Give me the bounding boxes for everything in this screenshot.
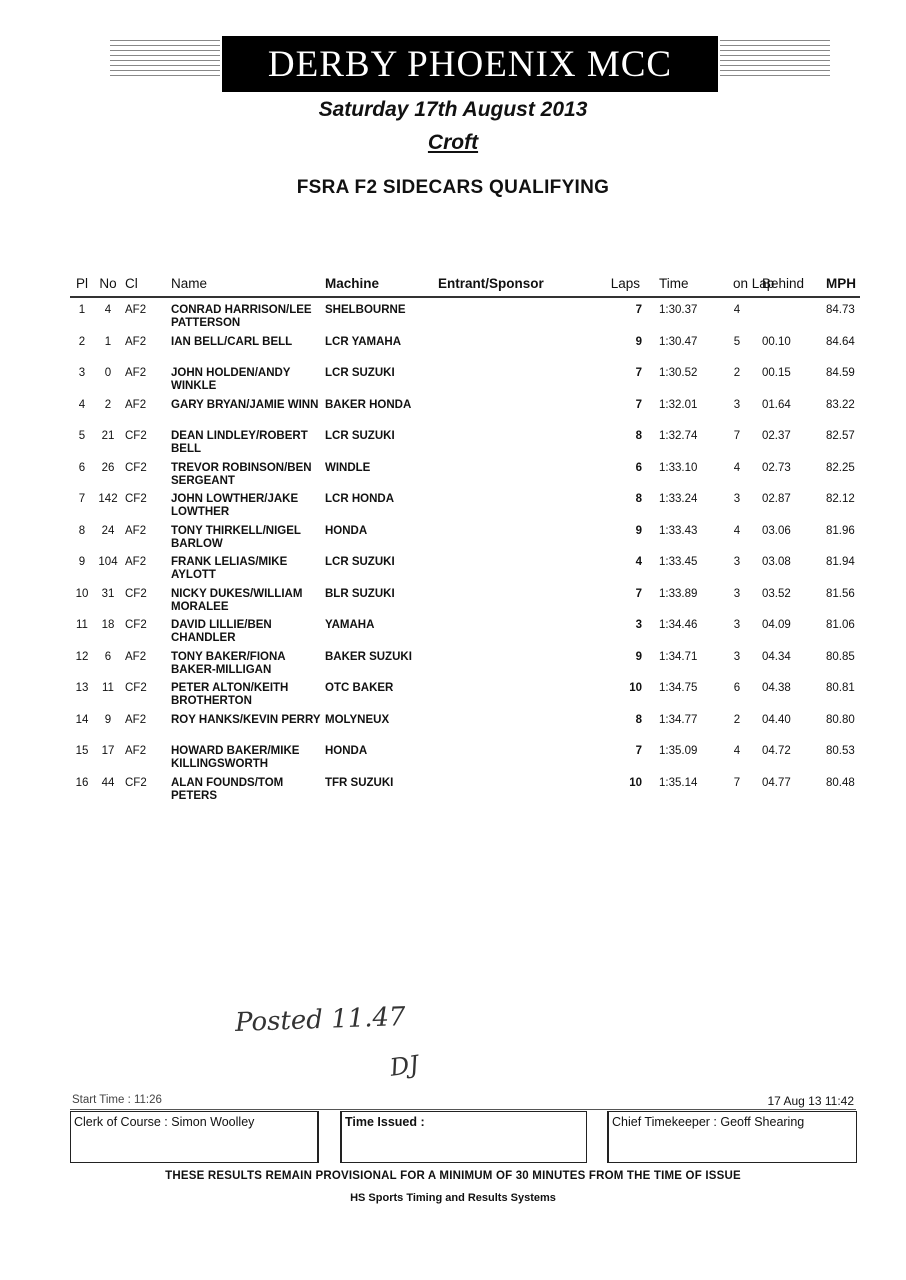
cell-best-time: 1:32.01 [659,398,698,411]
cell-mph: 80.85 [826,650,855,663]
cell-place: 5 [78,430,86,442]
cell-number: 4 [104,304,112,316]
table-row [70,708,860,740]
cell-machine: SHELBOURNE [325,304,406,316]
cell-on-lap: 6 [733,682,741,694]
cell-on-lap: 4 [733,304,741,316]
cell-number: 11 [102,682,114,694]
cell-place: 2 [78,335,86,348]
cell-mph: 83.22 [826,398,855,411]
cell-mph: 80.53 [826,745,855,757]
cell-best-time: 1:34.71 [659,650,698,663]
cell-behind: 04.34 [762,650,791,663]
cell-number: 9 [104,713,112,726]
cell-behind: 01.64 [762,398,791,411]
cell-best-time: 1:35.14 [659,776,698,789]
cell-machine: BAKER SUZUKI [325,650,412,663]
cell-machine: LCR YAMAHA [325,335,402,348]
col-no: No [99,276,117,291]
cell-rider-names: TONY THIRKELL/NIGEL BARLOW [171,524,301,550]
cell-rider-names: TONY BAKER/FIONA BAKER-MILLIGAN [171,650,286,676]
cell-number: 2 [104,398,112,411]
club-title-bar [222,36,718,92]
cell-place: 9 [78,556,86,568]
col-time: Time [659,276,689,291]
cell-place: 14 [75,713,89,726]
cell-class: CF2 [125,461,147,474]
cell-place: 6 [78,461,86,474]
cell-rider-names: DEAN LINDLEY/ROBERT BELL [171,430,308,455]
cell-best-time: 1:32.74 [659,430,698,442]
cell-place: 3 [78,367,86,379]
chief-timekeeper-box [607,1111,857,1163]
col-behind: Behind [762,276,805,291]
cell-class: CF2 [125,619,147,631]
cell-number: 0 [104,367,112,379]
cell-mph: 84.73 [826,304,855,316]
time-issued-box [340,1111,587,1163]
cell-laps: 9 [635,335,642,348]
col-cl: Cl [125,276,138,291]
cell-machine: TFR SUZUKI [325,776,394,789]
cell-mph: 80.81 [826,682,855,694]
table-row [70,613,860,645]
cell-best-time: 1:34.46 [659,619,698,631]
cell-place: 13 [75,682,89,694]
club-name: DERBY PHOENIX MCC [267,43,673,85]
cell-behind: 00.15 [762,367,791,379]
cell-behind: 04.40 [762,713,791,726]
table-row [70,582,860,614]
cell-class: CF2 [125,776,147,789]
cell-mph: 81.96 [826,524,855,537]
banner-rule-right [720,40,830,86]
cell-number: 1 [104,335,112,348]
cell-best-time: 1:30.37 [659,304,698,316]
cell-machine: HONDA [325,524,368,537]
cell-laps: 9 [635,650,642,663]
cell-best-time: 1:34.77 [659,713,698,726]
cell-class: AF2 [125,367,147,379]
cell-laps: 10 [629,682,642,694]
cell-rider-names: ALAN FOUNDS/TOM PETERS [171,776,284,802]
cell-on-lap: 5 [733,335,741,348]
table-row [70,361,860,393]
cell-mph: 82.57 [826,430,855,442]
cell-on-lap: 3 [733,493,741,505]
cell-place: 11 [76,619,88,631]
cell-number: 26 [101,461,115,474]
cell-rider-names: IAN BELL/CARL BELL [171,335,293,348]
col-entrant: Entrant/Sponsor [438,276,544,291]
col-laps: Laps [610,276,640,291]
cell-class: CF2 [125,493,147,505]
cell-rider-names: JOHN LOWTHER/JAKE LOWTHER [171,493,299,518]
cell-number: 24 [101,524,115,537]
table-row [70,330,860,362]
cell-best-time: 1:30.47 [659,335,698,348]
cell-on-lap: 3 [733,398,741,411]
cell-class: AF2 [125,556,147,568]
table-row [70,298,860,330]
clerk-of-course: Clerk of Course : Simon Woolley [74,1115,255,1129]
event-date: Saturday 17th August 2013 [318,98,588,121]
cell-rider-names: TREVOR ROBINSON/BEN SERGEANT [171,461,312,487]
cell-best-time: 1:33.24 [659,493,698,505]
clerk-of-course-box [70,1111,319,1163]
cell-machine: YAMAHA [325,619,375,631]
cell-laps: 8 [635,430,642,442]
cell-class: CF2 [125,682,147,694]
cell-place: 4 [78,398,86,411]
cell-best-time: 1:30.52 [659,367,698,379]
cell-laps: 10 [629,776,642,789]
cell-mph: 84.59 [826,367,855,379]
table-row [70,519,860,551]
cell-rider-names: ROY HANKS/KEVIN PERRY [171,713,321,726]
cell-place: 10 [75,587,89,600]
cell-behind: 03.08 [762,556,791,568]
provisional-notice: THESE RESULTS REMAIN PROVISIONAL FOR A MINIMUM OF 30 MINUTES FROM THE TIME OF ISSUE [165,1170,741,1182]
club-banner [110,36,830,92]
cell-mph: 84.64 [826,335,855,348]
cell-rider-names: HOWARD BAKER/MIKE KILLINGSWORTH [171,745,300,770]
cell-machine: BAKER HONDA [325,398,412,411]
cell-behind: 02.37 [762,430,791,442]
cell-best-time: 1:33.43 [659,524,698,537]
cell-machine: BLR SUZUKI [325,587,395,600]
cell-best-time: 1:33.45 [659,556,698,568]
cell-class: CF2 [125,430,147,442]
cell-best-time: 1:33.10 [659,461,698,474]
cell-laps: 7 [635,745,642,757]
cell-laps: 4 [635,556,642,568]
cell-on-lap: 2 [733,367,741,379]
cell-machine: OTC BAKER [325,682,394,694]
cell-behind: 04.38 [762,682,791,694]
time-issued-label: Time Issued : [345,1115,425,1129]
cell-best-time: 1:33.89 [659,587,698,600]
cell-mph: 81.94 [826,556,855,568]
col-machine: Machine [325,276,380,291]
table-row [70,456,860,488]
cell-number: 44 [101,776,115,789]
cell-laps: 8 [635,713,642,726]
cell-class: AF2 [125,745,147,757]
cell-on-lap: 3 [733,650,741,663]
handwritten-initials: DJ [388,1050,421,1082]
start-time: Start Time : 11:26 [72,1094,162,1106]
table-header [70,272,860,298]
cell-place: 1 [78,304,86,316]
cell-laps: 9 [635,524,642,537]
cell-rider-names: CONRAD HARRISON/LEE PATTERSON [171,304,312,329]
table-row [70,550,860,582]
cell-number: 142 [98,493,118,505]
cell-machine: LCR HONDA [325,493,394,505]
cell-machine: HONDA [325,745,368,757]
cell-place: 16 [75,776,89,789]
table-row [70,487,860,519]
cell-number: 21 [101,430,115,442]
cell-on-lap: 2 [733,713,741,726]
col-on-lap: on Lap [733,276,775,291]
results-table [70,272,860,802]
cell-behind: 03.52 [762,587,791,600]
cell-number: 104 [98,556,118,568]
cell-rider-names: PETER ALTON/KEITH BROTHERTON [171,682,289,707]
cell-on-lap: 7 [733,430,741,442]
cell-behind: 02.73 [762,461,791,474]
cell-rider-names: GARY BRYAN/JAMIE WINN [171,398,319,411]
cell-place: 7 [78,493,86,505]
cell-number: 17 [101,745,115,757]
cell-mph: 81.06 [826,619,855,631]
cell-laps: 3 [635,619,642,631]
cell-behind: 04.72 [762,745,791,757]
cell-on-lap: 3 [733,556,741,568]
cell-behind: 04.09 [762,619,791,631]
cell-rider-names: NICKY DUKES/WILLIAM MORALEE [171,587,303,613]
table-row [70,393,860,425]
cell-number: 6 [104,650,112,663]
cell-rider-names: DAVID LILLIE/BEN CHANDLER [171,619,272,644]
table-row [70,771,860,803]
cell-class: AF2 [125,713,147,726]
handwritten-posted-note: Posted 11.47 [234,1002,407,1038]
cell-class: AF2 [125,524,147,537]
table-body [70,298,860,802]
cell-rider-names: JOHN HOLDEN/ANDY WINKLE [171,367,291,392]
col-pl: Pl [75,276,88,291]
timing-system-credit: HS Sports Timing and Results Systems [350,1192,556,1204]
cell-mph: 82.25 [826,461,855,474]
cell-behind: 03.06 [762,524,791,537]
cell-on-lap: 4 [733,461,741,474]
cell-laps: 7 [635,398,642,411]
cell-on-lap: 4 [733,524,741,537]
cell-mph: 80.80 [826,713,855,726]
footer-divider [70,1109,856,1110]
cell-class: AF2 [125,650,147,663]
cell-on-lap: 7 [733,776,741,789]
cell-mph: 81.56 [826,587,855,600]
cell-machine: LCR SUZUKI [325,430,395,442]
print-timestamp: 17 Aug 13 11:42 [767,1094,854,1108]
col-mph: MPH [826,276,856,291]
cell-place: 15 [75,745,89,757]
cell-rider-names: FRANK LELIAS/MIKE AYLOTT [171,556,288,581]
cell-number: 18 [101,619,115,631]
cell-behind: 04.77 [762,776,791,789]
col-name: Name [171,276,208,291]
table-row [70,739,860,771]
cell-class: AF2 [125,304,147,316]
cell-machine: MOLYNEUX [325,713,390,726]
banner-rule-left [110,40,220,86]
cell-class: CF2 [125,587,147,600]
cell-laps: 7 [635,587,642,600]
cell-behind: 00.10 [762,335,791,348]
cell-best-time: 1:34.75 [659,682,698,694]
cell-place: 8 [78,524,86,537]
cell-mph: 80.48 [826,776,855,789]
cell-laps: 7 [635,367,642,379]
cell-laps: 6 [635,461,642,474]
cell-best-time: 1:35.09 [659,745,698,757]
table-row [70,424,860,456]
venue: Croft [427,131,479,154]
cell-laps: 8 [635,493,642,505]
cell-behind: 02.87 [762,493,791,505]
table-row [70,676,860,708]
table-row [70,645,860,677]
cell-class: AF2 [125,398,147,411]
cell-laps: 7 [635,304,642,316]
cell-machine: LCR SUZUKI [325,367,395,379]
cell-number: 31 [101,587,115,600]
cell-place: 12 [75,650,89,663]
event-title: FSRA F2 SIDECARS QUALIFYING [296,177,610,198]
cell-machine: LCR SUZUKI [325,556,395,568]
cell-machine: WINDLE [325,461,371,474]
cell-class: AF2 [125,335,147,348]
cell-on-lap: 3 [733,619,741,631]
cell-on-lap: 3 [733,587,741,600]
cell-on-lap: 4 [733,745,741,757]
cell-mph: 82.12 [826,493,855,505]
chief-timekeeper: Chief Timekeeper : Geoff Shearing [612,1115,805,1129]
